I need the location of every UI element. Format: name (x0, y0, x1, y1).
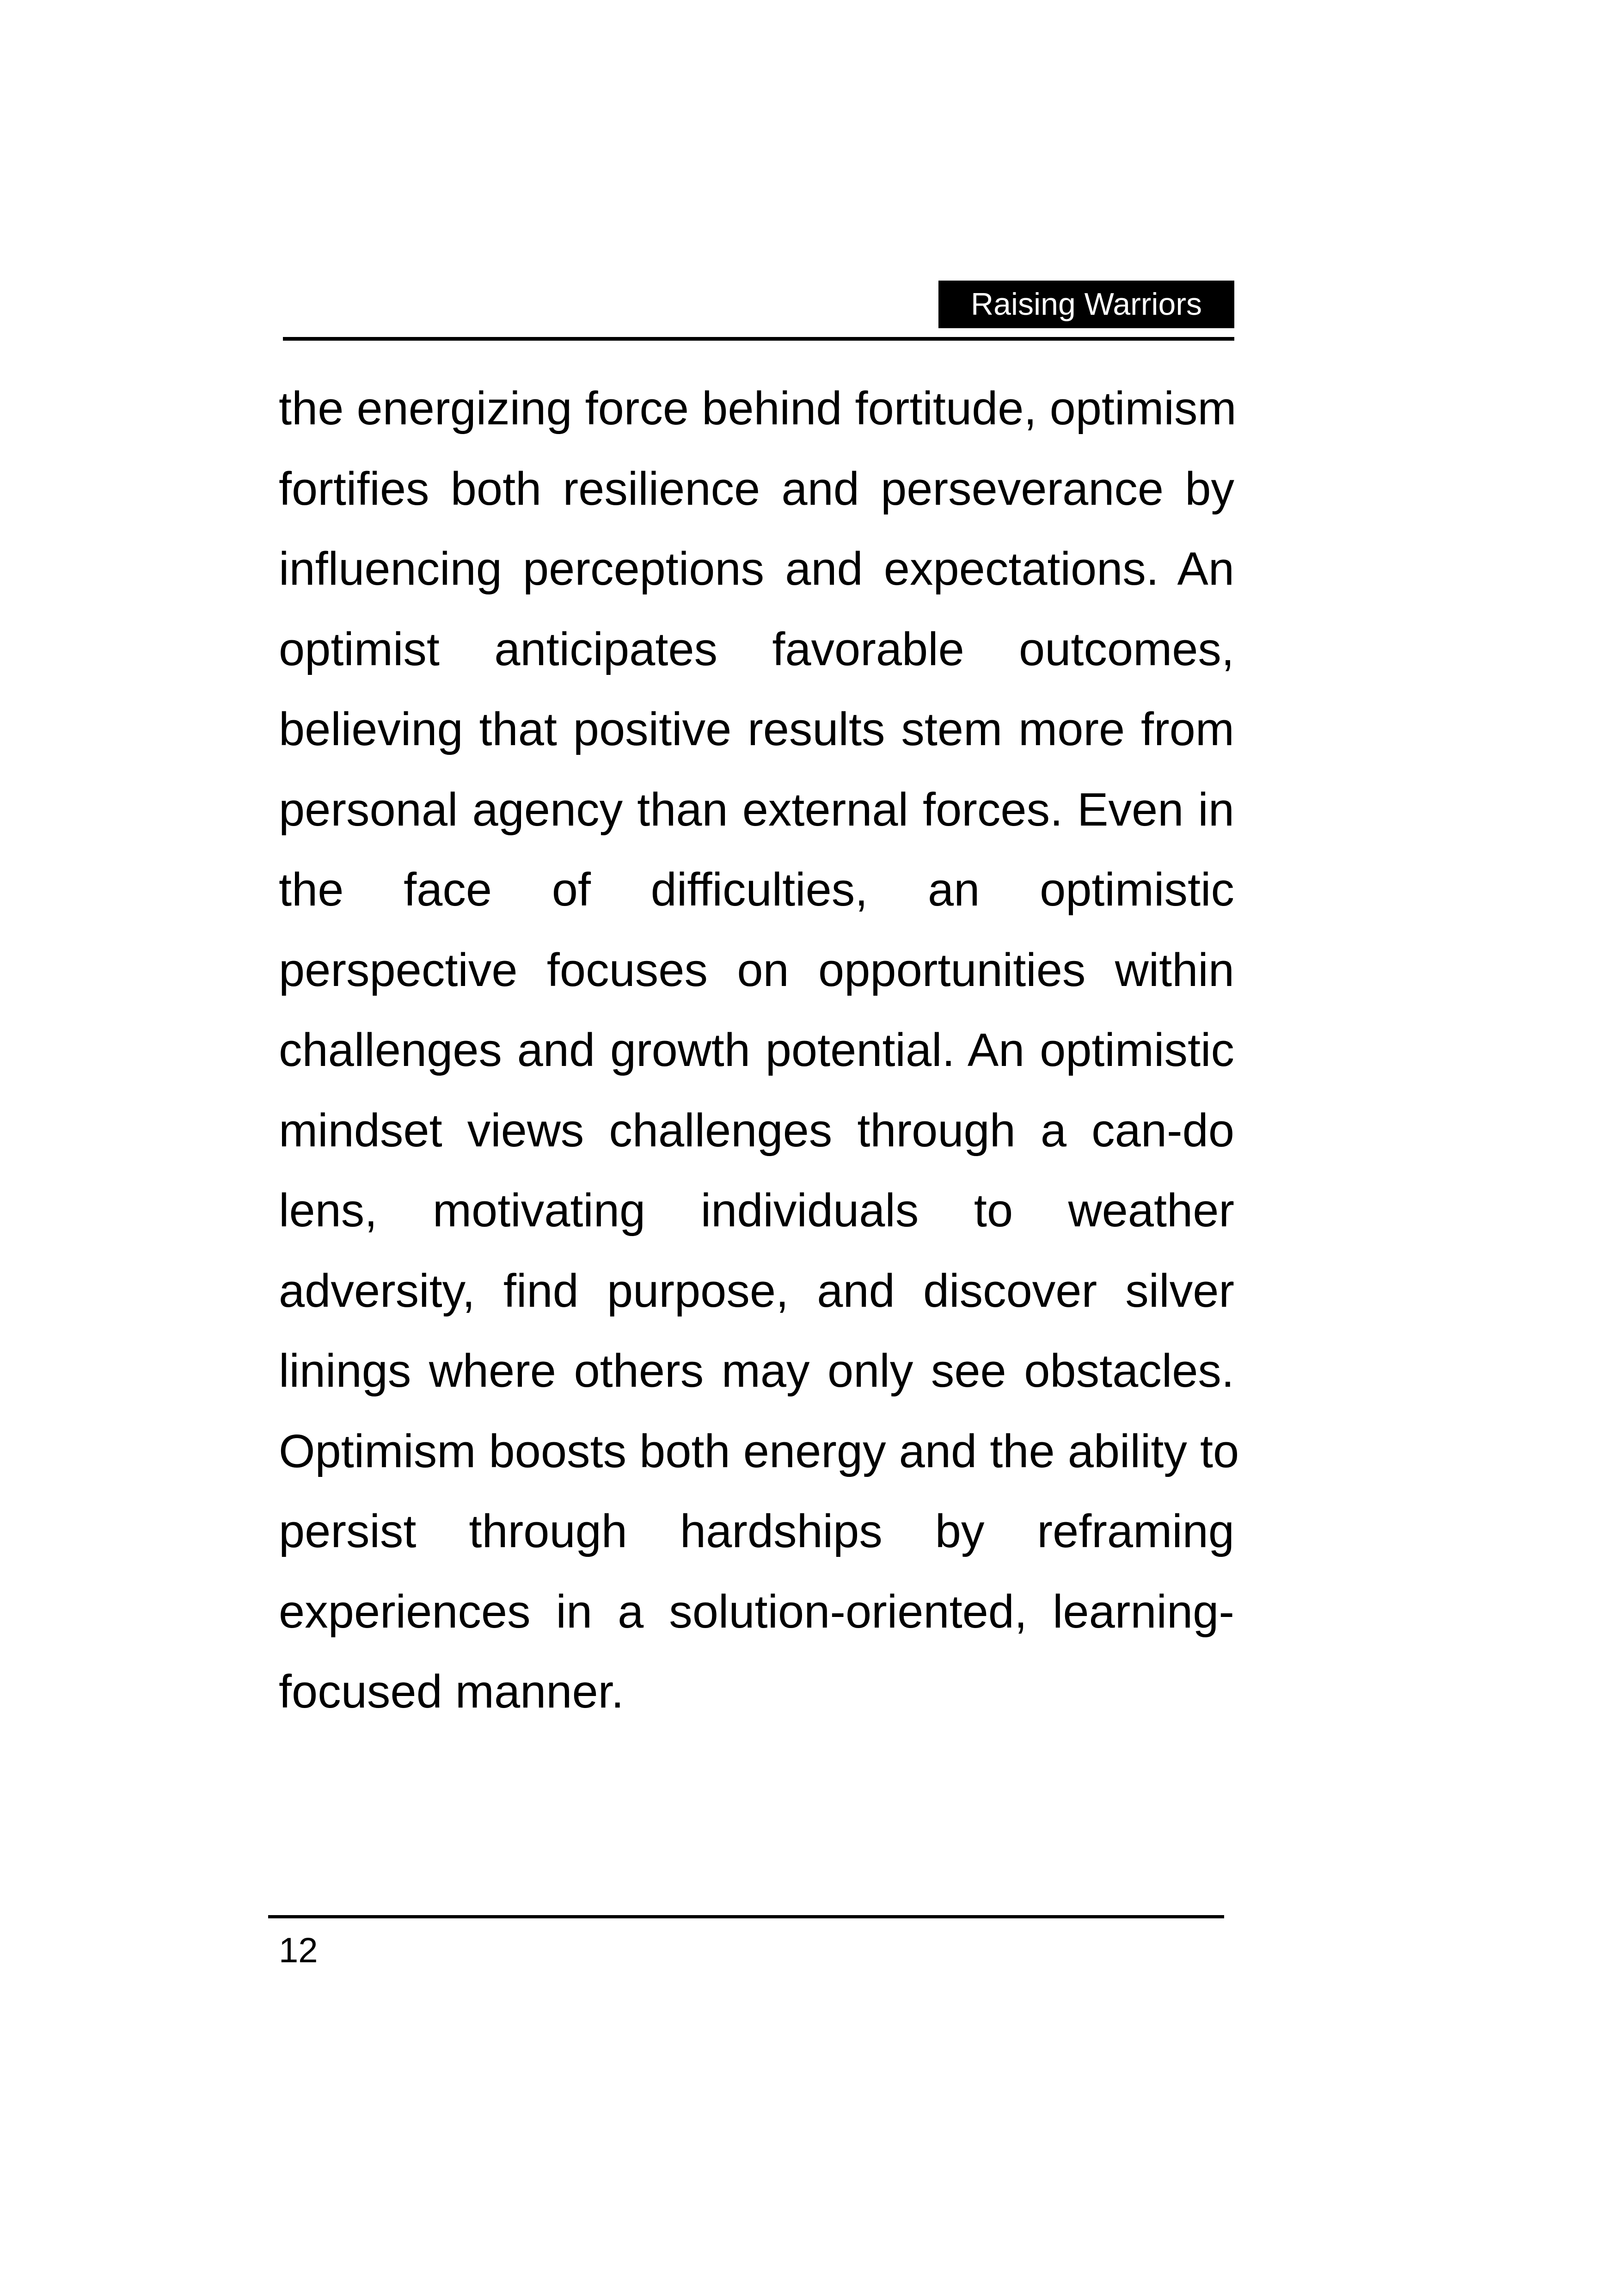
text-line: personal agency than external forces. Even in (279, 784, 1234, 836)
text-line: the face of difficulties, an optimistic (279, 864, 1234, 916)
body-paragraph (279, 369, 1239, 1733)
text-line: optimist anticipates favorable outcomes, (279, 623, 1234, 675)
text-line: experiences in a solution-oriented, learning- (279, 1586, 1234, 1638)
footer-divider (268, 1915, 1224, 1918)
text-line: lens, motivating individuals to weather (279, 1185, 1234, 1237)
text-line: mindset views challenges through a can-do (279, 1104, 1234, 1157)
text-line: perspective focuses on opportunities within (279, 944, 1234, 996)
text-line: believing that positive results stem more from (279, 704, 1234, 755)
running-header: Raising Warriors (938, 281, 1234, 328)
text-line: linings where others may only see obstacles. (279, 1345, 1234, 1397)
text-line: Optimism boosts both energy and the ability to (279, 1425, 1239, 1477)
text-line: fortifies both resilience and perseverance by (279, 463, 1234, 515)
text-line: challenges and growth potential. An optimistic (279, 1024, 1234, 1076)
text-line: influencing perceptions and expectations. An (279, 543, 1234, 595)
text-line: adversity, find purpose, and discover silver (279, 1265, 1234, 1317)
text-line: the energizing force behind fortitude, optimism (279, 383, 1237, 435)
text-line-last: focused manner. (279, 1666, 624, 1718)
header-divider (283, 337, 1234, 341)
text-line: persist through hardships by reframing (279, 1506, 1234, 1557)
page-number: 12 (279, 1931, 318, 1970)
